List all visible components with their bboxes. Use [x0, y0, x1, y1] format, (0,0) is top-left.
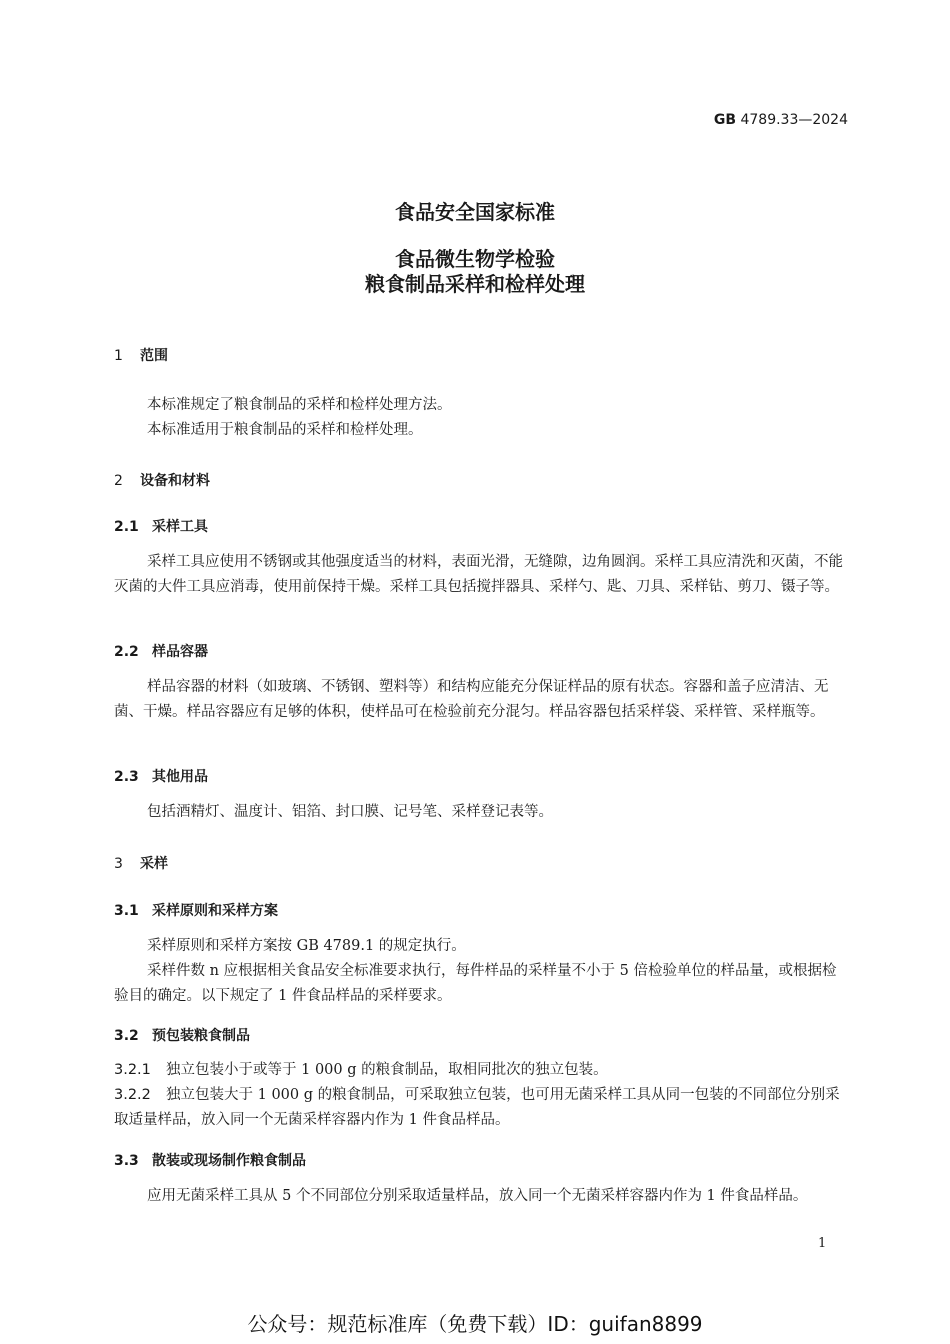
subsection-title: 采样原则和采样方案	[152, 903, 278, 919]
clause-text: 独立包装大于 1 000 g 的粮食制品，可采取独立包装，也可用无菌采样工具从同一包装的不同部位分别采取适量样品，放入同一个无菌采样容器内作为 1 件食品样品。	[114, 1087, 840, 1128]
subsection-number: 3.1	[114, 903, 139, 919]
section-2-2-heading	[114, 641, 208, 661]
section-2-3-paragraph: 包括酒精灯、温度计、铝箔、封口膜、记号笔、采样登记表等。	[147, 804, 553, 820]
section-3-1-paragraph-2: 采样件数 n 应根据相关食品安全标准要求执行，每件样品的采样量不小于 5 倍检验单位的样品量，或根据检验目的确定。以下规定了 1 件食品样品的采样要求。	[114, 963, 837, 1004]
section-title: 采样	[140, 856, 168, 872]
footer-watermark: 公众号：规范标准库（免费下载）ID：guifan8899	[247, 1312, 703, 1336]
section-3-heading	[114, 853, 168, 873]
document-title-line3: 粮食制品采样和检样处理	[365, 272, 585, 296]
page-number: 1	[818, 1236, 827, 1251]
section-number: 3	[114, 856, 123, 872]
subsection-title: 散装或现场制作粮食制品	[152, 1153, 306, 1169]
section-3-3-heading	[114, 1150, 306, 1170]
section-2-1-paragraph: 采样工具应使用不锈钢或其他强度适当的材料，表面光滑，无缝隙，边角圆润。采样工具应清洗和灭菌，不能灭菌的大件工具应消毒，使用前保持干燥。采样工具包括搅拌器具、采样勺、匙、刀具、采样钻、剪刀、镊子等。	[114, 554, 843, 595]
section-number: 2	[114, 473, 123, 489]
subsection-number: 3.2	[114, 1028, 139, 1044]
subsection-title: 样品容器	[152, 644, 208, 660]
section-1-paragraph-2: 本标准适用于粮食制品的采样和检样处理。	[147, 422, 423, 438]
section-title: 设备和材料	[140, 473, 210, 489]
section-3-1-heading	[114, 900, 278, 920]
subsection-title: 其他用品	[152, 769, 208, 785]
section-3-2-heading	[114, 1025, 250, 1045]
clause-text: 独立包装小于或等于 1 000 g 的粮食制品，取相同批次的独立包装。	[166, 1062, 608, 1078]
clause-number: 3.2.1	[114, 1062, 151, 1078]
subsection-number: 2.1	[114, 519, 139, 535]
document-title-main: 食品安全国家标准	[395, 200, 555, 224]
section-1-heading	[114, 345, 168, 365]
section-2-heading	[114, 470, 210, 490]
section-3-3-paragraph: 应用无菌采样工具从 5 个不同部位分别采取适量样品，放入同一个无菌采样容器内作为 1 件食品样品。	[147, 1188, 808, 1204]
section-2-2-paragraph: 样品容器的材料（如玻璃、不锈钢、塑料等）和结构应能充分保证样品的原有状态。容器和盖子应清洁、无菌、干燥。样品容器应有足够的体积，使样品可在检验前充分混匀。样品容器包括采样袋、采样管、采样瓶等。	[114, 679, 829, 720]
standard-code	[714, 112, 848, 128]
standard-prefix: GB	[713, 112, 737, 128]
clause-number: 3.2.2	[114, 1087, 151, 1103]
clause-3-2-2	[114, 1083, 849, 1132]
clause-3-2-1	[114, 1058, 849, 1083]
subsection-number: 2.2	[114, 644, 139, 660]
section-2-3-heading	[114, 766, 208, 786]
document-title-line2: 食品微生物学检验	[395, 247, 555, 271]
subsection-number: 3.3	[114, 1153, 139, 1169]
standard-number: 4789.33—2024	[740, 112, 848, 128]
section-title: 范围	[140, 348, 168, 364]
section-1-paragraph-1: 本标准规定了粮食制品的采样和检样处理方法。	[147, 397, 452, 413]
section-3-1-paragraph-1: 采样原则和采样方案按 GB 4789.1 的规定执行。	[147, 938, 466, 954]
subsection-number: 2.3	[114, 769, 139, 785]
section-number: 1	[114, 348, 123, 364]
subsection-title: 采样工具	[152, 519, 208, 535]
section-2-1-heading	[114, 516, 208, 536]
subsection-title: 预包装粮食制品	[152, 1028, 250, 1044]
